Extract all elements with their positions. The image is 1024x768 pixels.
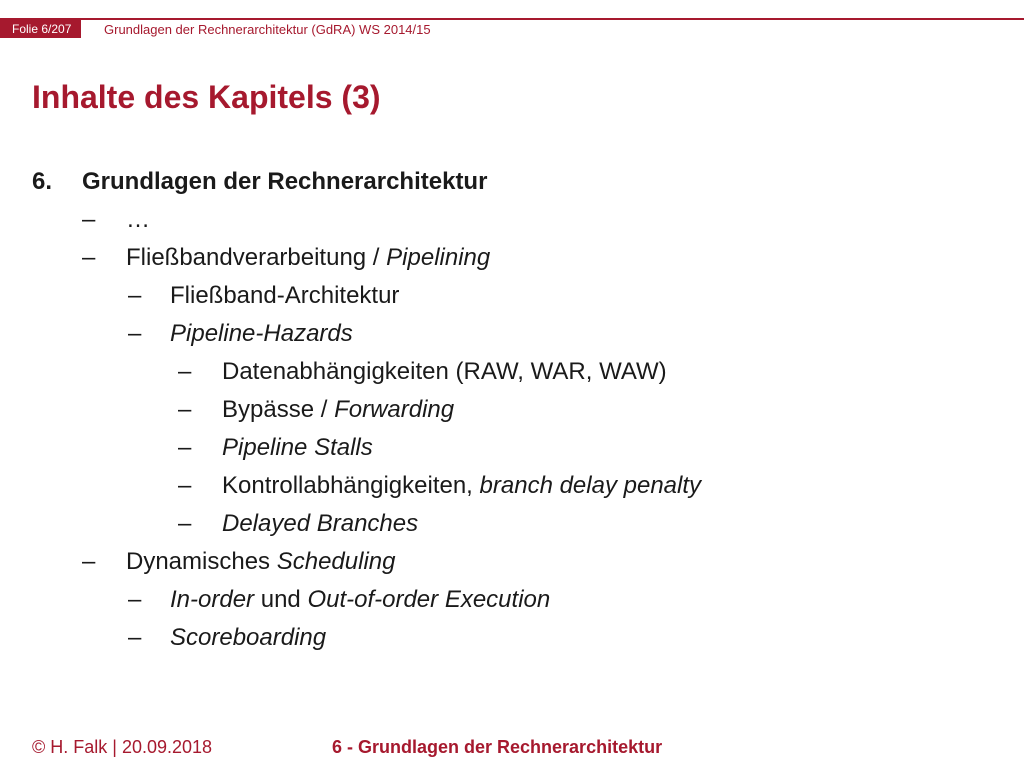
outline-dash: –: [178, 434, 192, 461]
outline-term-italic: Pipeline Stalls: [222, 434, 373, 461]
footer-chapter: 6 - Grundlagen der Rechnerarchitektur: [332, 737, 663, 757]
outline-text: [170, 319, 353, 349]
outline-dash: –: [178, 472, 192, 499]
outline-term-italic: Scoreboarding: [170, 624, 327, 651]
outline-text: [170, 281, 399, 311]
outline-dash: –: [128, 586, 142, 613]
outline-dash: –: [178, 358, 192, 385]
outline-text: [170, 623, 326, 653]
slide-number-badge: Folie 6/207: [0, 20, 81, 38]
outline-term-italic: In-order: [170, 586, 255, 613]
slide-title: Inhalte des Kapitels (3): [32, 79, 381, 115]
outline-dash: –: [178, 510, 192, 537]
outline-term-italic: Delayed Branches: [222, 510, 419, 537]
footer-author-date: © H. Falk | 20.09.2018: [32, 737, 213, 757]
outline-term: Fließbandverarbeitung /: [126, 244, 387, 271]
outline-dash: –: [178, 396, 192, 423]
outline-text: [126, 547, 395, 577]
outline-term: Datenabhängigkeiten (RAW, WAR, WAW): [222, 358, 667, 385]
outline-text: [170, 585, 550, 615]
outline-text: [222, 433, 373, 463]
outline-dash: –: [82, 548, 96, 575]
outline-term-italic: Pipeline-Hazards: [170, 320, 353, 347]
outline-term: …: [126, 206, 150, 233]
outline-text: [222, 395, 454, 425]
outline-term-italic: Pipelining: [386, 244, 491, 271]
outline-term: Bypässe /: [222, 396, 335, 423]
course-title: Grundlagen der Rechnerarchitektur (GdRA) WS 2014/15: [104, 22, 431, 37]
outline-term-italic: Scheduling: [276, 548, 396, 575]
outline-term-italic: branch delay penalty: [479, 472, 702, 499]
outline-term-italic: Forwarding: [334, 396, 455, 423]
outline-number: 6.: [32, 168, 53, 195]
outline-text: [126, 205, 150, 235]
outline-text: [222, 509, 418, 539]
outline-text: [82, 167, 487, 197]
outline-dash: –: [128, 282, 142, 309]
outline-term: Fließband-Architektur: [170, 282, 400, 309]
outline-text: [222, 357, 667, 387]
outline-term: und: [254, 586, 308, 613]
outline-term-italic: Out-of-order Execution: [307, 586, 551, 613]
outline-text: [222, 471, 701, 501]
outline-dash: –: [82, 206, 96, 233]
outline-term: Grundlagen der Rechnerarchitektur: [82, 168, 488, 195]
outline-dash: –: [128, 320, 142, 347]
outline-dash: –: [82, 244, 96, 271]
outline-term: Kontrollabhängigkeiten,: [222, 472, 480, 499]
outline-dash: –: [128, 624, 142, 651]
outline-text: [126, 243, 490, 273]
outline-term: Dynamisches: [126, 548, 277, 575]
